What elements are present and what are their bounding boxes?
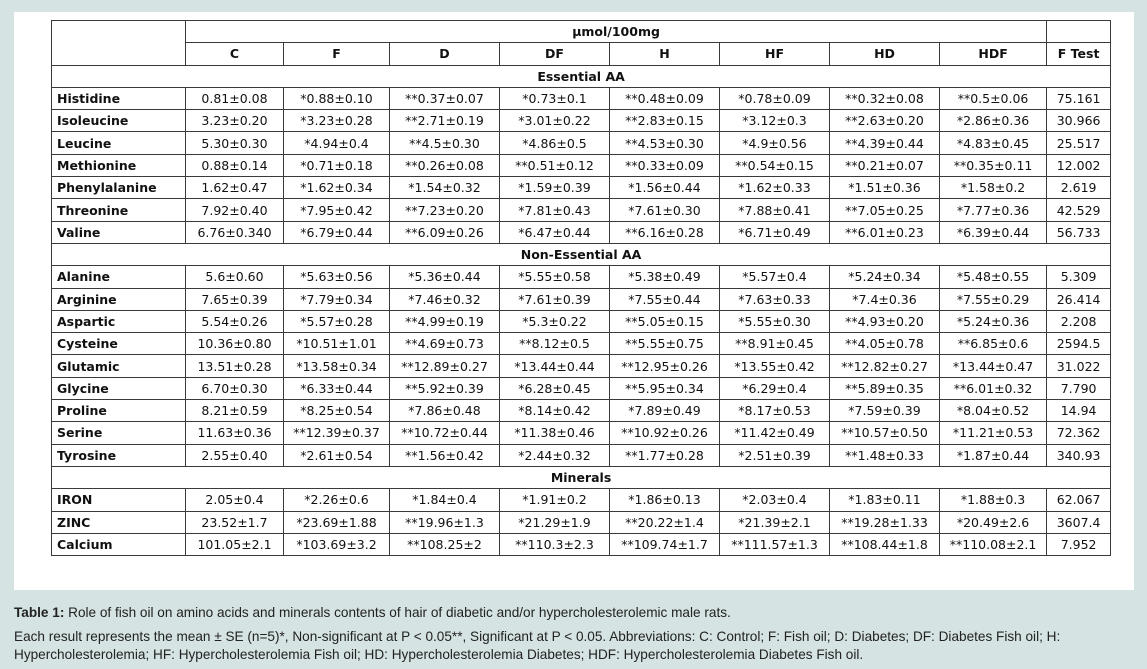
table-row — [52, 310, 1111, 332]
row-label: Calcium — [52, 533, 186, 555]
table-cell: 1.62±0.47 — [186, 177, 284, 199]
table-row — [52, 377, 1111, 399]
table-cell: **7.23±0.20 — [390, 199, 500, 221]
table-cell: *5.55±0.30 — [720, 310, 830, 332]
table-cell: *2.44±0.32 — [500, 444, 610, 466]
table-row — [52, 511, 1111, 533]
section-row — [52, 243, 1111, 265]
column-header: HD — [830, 43, 940, 65]
column-header: DF — [500, 43, 610, 65]
table-cell: **109.74±1.7 — [610, 533, 720, 555]
table-cell: *7.46±0.32 — [390, 288, 500, 310]
table-cell: **6.85±0.6 — [940, 333, 1047, 355]
table-cell: *0.71±0.18 — [284, 154, 390, 176]
table-cell: *8.04±0.52 — [940, 400, 1047, 422]
row-label: Arginine — [52, 288, 186, 310]
table-row — [52, 333, 1111, 355]
table-cell: **2.83±0.15 — [610, 110, 720, 132]
table-cell: **0.54±0.15 — [720, 154, 830, 176]
table-cell: 5.30±0.30 — [186, 132, 284, 154]
table-row — [52, 199, 1111, 221]
section-row — [52, 65, 1111, 87]
table-cell: *0.88±0.10 — [284, 87, 390, 109]
table-row — [52, 221, 1111, 243]
table-cell: *7.86±0.48 — [390, 400, 500, 422]
table-cell: *13.55±0.42 — [720, 355, 830, 377]
table-cell: 31.022 — [1047, 355, 1111, 377]
table-cell: **1.77±0.28 — [610, 444, 720, 466]
table-cell: 12.002 — [1047, 154, 1111, 176]
table-cell: *2.03±0.4 — [720, 489, 830, 511]
table-cell: 13.51±0.28 — [186, 355, 284, 377]
table-cell: 6.70±0.30 — [186, 377, 284, 399]
row-label: Cysteine — [52, 333, 186, 355]
table-cell: 2594.5 — [1047, 333, 1111, 355]
table-cell: *3.12±0.3 — [720, 110, 830, 132]
table-cell: 72.362 — [1047, 422, 1111, 444]
table-cell: **5.05±0.15 — [610, 310, 720, 332]
table-row — [52, 154, 1111, 176]
table-cell: *6.71±0.49 — [720, 221, 830, 243]
table-cell: *11.38±0.46 — [500, 422, 610, 444]
table-row — [52, 266, 1111, 288]
section-title: Essential AA — [52, 65, 1111, 87]
table-cell: **111.57±1.3 — [720, 533, 830, 555]
table-cell: *6.47±0.44 — [500, 221, 610, 243]
table-cell: 14.94 — [1047, 400, 1111, 422]
table-cell: 3.23±0.20 — [186, 110, 284, 132]
row-label: Phenylalanine — [52, 177, 186, 199]
table-cell: *7.95±0.42 — [284, 199, 390, 221]
table-cell: *5.36±0.44 — [390, 266, 500, 288]
table-cell: *1.58±0.2 — [940, 177, 1047, 199]
table-cell: *4.94±0.4 — [284, 132, 390, 154]
table-cell: **2.71±0.19 — [390, 110, 500, 132]
table-cell: 62.067 — [1047, 489, 1111, 511]
table-cell: **8.12±0.5 — [500, 333, 610, 355]
table-cell: **0.32±0.08 — [830, 87, 940, 109]
table-cell: 2.55±0.40 — [186, 444, 284, 466]
table-cell: **0.26±0.08 — [390, 154, 500, 176]
table-cell: *5.57±0.4 — [720, 266, 830, 288]
table-cell: *20.49±2.6 — [940, 511, 1047, 533]
table-cell: 7.92±0.40 — [186, 199, 284, 221]
table-row — [52, 177, 1111, 199]
section-title: Non-Essential AA — [52, 243, 1111, 265]
table-cell: **12.39±0.37 — [284, 422, 390, 444]
table-row — [52, 400, 1111, 422]
table-cell: **6.01±0.23 — [830, 221, 940, 243]
table-cell: *3.23±0.28 — [284, 110, 390, 132]
table-cell: *5.24±0.36 — [940, 310, 1047, 332]
table-cell: 340.93 — [1047, 444, 1111, 466]
table-cell: **10.72±0.44 — [390, 422, 500, 444]
table-cell: 0.88±0.14 — [186, 154, 284, 176]
table-cell: **4.39±0.44 — [830, 132, 940, 154]
table-cell: 2.208 — [1047, 310, 1111, 332]
table-cell: *6.28±0.45 — [500, 377, 610, 399]
table-cell: 5.309 — [1047, 266, 1111, 288]
row-label: Alanine — [52, 266, 186, 288]
table-cell: *3.01±0.22 — [500, 110, 610, 132]
table-cell: *5.63±0.56 — [284, 266, 390, 288]
table-cell: **0.48±0.09 — [610, 87, 720, 109]
table-cell: *13.44±0.44 — [500, 355, 610, 377]
table-cell: *5.24±0.34 — [830, 266, 940, 288]
table-figure — [14, 12, 1134, 590]
table-row — [52, 110, 1111, 132]
table-cell: *1.88±0.3 — [940, 489, 1047, 511]
table-cell: 8.21±0.59 — [186, 400, 284, 422]
table-cell: *2.26±0.6 — [284, 489, 390, 511]
row-label: Histidine — [52, 87, 186, 109]
table-cell: *1.51±0.36 — [830, 177, 940, 199]
caption-note: Each result represents the mean ± SE (n=5)*, Non-significant at P < 0.05**, Significant at P < 0.05. Abbreviations: C: Control; F: Fish oil; D: Diabetes; DF: Diabetes Fish oil; H: Hypercholesterolemia; HF: Hypercholesterolemia Fish oil; HD: Hypercholesterolemia Diabetes; HDF: Hypercholesterolemia Diabetes Fish oil. — [14, 629, 1061, 662]
table-cell: **6.01±0.32 — [940, 377, 1047, 399]
table-cell: *8.25±0.54 — [284, 400, 390, 422]
table-cell: *7.79±0.34 — [284, 288, 390, 310]
table-cell: 2.05±0.4 — [186, 489, 284, 511]
table-cell: **2.63±0.20 — [830, 110, 940, 132]
table-caption — [14, 604, 1140, 664]
table-cell: 5.54±0.26 — [186, 310, 284, 332]
table-row — [52, 533, 1111, 555]
table-cell: *6.79±0.44 — [284, 221, 390, 243]
table-cell: *1.86±0.13 — [610, 489, 720, 511]
table-cell: *7.4±0.36 — [830, 288, 940, 310]
table-cell: **1.48±0.33 — [830, 444, 940, 466]
column-header: F Test — [1047, 43, 1111, 65]
table-cell: 0.81±0.08 — [186, 87, 284, 109]
table-cell: *13.58±0.34 — [284, 355, 390, 377]
table-cell: **4.5±0.30 — [390, 132, 500, 154]
table-cell: *5.55±0.58 — [500, 266, 610, 288]
row-label: Threonine — [52, 199, 186, 221]
table-cell: *23.69±1.88 — [284, 511, 390, 533]
table-cell: **12.89±0.27 — [390, 355, 500, 377]
table-cell: *5.38±0.49 — [610, 266, 720, 288]
table-cell: **19.96±1.3 — [390, 511, 500, 533]
table-cell: *0.73±0.1 — [500, 87, 610, 109]
table-cell: *2.86±0.36 — [940, 110, 1047, 132]
table-cell: *21.29±1.9 — [500, 511, 610, 533]
table-cell: *5.3±0.22 — [500, 310, 610, 332]
table-cell: **1.56±0.42 — [390, 444, 500, 466]
amino-acid-table — [51, 20, 1111, 556]
caption-label: Table 1: — [14, 605, 65, 620]
table-cell: *7.61±0.39 — [500, 288, 610, 310]
table-cell: *7.81±0.43 — [500, 199, 610, 221]
table-cell: **5.95±0.34 — [610, 377, 720, 399]
column-header: HDF — [940, 43, 1047, 65]
table-cell: 26.414 — [1047, 288, 1111, 310]
row-label: Proline — [52, 400, 186, 422]
table-cell: **110.08±2.1 — [940, 533, 1047, 555]
table-cell: *1.83±0.11 — [830, 489, 940, 511]
table-cell: 7.952 — [1047, 533, 1111, 555]
table-cell: **5.89±0.35 — [830, 377, 940, 399]
section-title: Minerals — [52, 466, 1111, 488]
table-cell: *8.14±0.42 — [500, 400, 610, 422]
table-cell: *5.57±0.28 — [284, 310, 390, 332]
table-cell: 10.36±0.80 — [186, 333, 284, 355]
table-cell: **0.21±0.07 — [830, 154, 940, 176]
table-cell: *11.21±0.53 — [940, 422, 1047, 444]
row-label: Leucine — [52, 132, 186, 154]
unit-blank-cell — [1047, 21, 1111, 43]
table-cell: 6.76±0.340 — [186, 221, 284, 243]
table-cell: **7.05±0.25 — [830, 199, 940, 221]
table-cell: *11.42±0.49 — [720, 422, 830, 444]
table-cell: *1.84±0.4 — [390, 489, 500, 511]
table-cell: *4.86±0.5 — [500, 132, 610, 154]
table-cell: *13.44±0.47 — [940, 355, 1047, 377]
column-header: C — [186, 43, 284, 65]
table-cell: 7.790 — [1047, 377, 1111, 399]
column-header-row — [52, 43, 1111, 65]
table-cell: *4.9±0.56 — [720, 132, 830, 154]
table-cell: 25.517 — [1047, 132, 1111, 154]
table-cell: *7.88±0.41 — [720, 199, 830, 221]
table-cell: *21.39±2.1 — [720, 511, 830, 533]
table-cell: **110.3±2.3 — [500, 533, 610, 555]
table-cell: *8.17±0.53 — [720, 400, 830, 422]
table-cell: **10.57±0.50 — [830, 422, 940, 444]
table-cell: **108.25±2 — [390, 533, 500, 555]
table-cell: 56.733 — [1047, 221, 1111, 243]
table-cell: **20.22±1.4 — [610, 511, 720, 533]
table-cell: *6.33±0.44 — [284, 377, 390, 399]
table-cell: **4.69±0.73 — [390, 333, 500, 355]
table-cell: **4.99±0.19 — [390, 310, 500, 332]
row-label: Aspartic — [52, 310, 186, 332]
row-label: Isoleucine — [52, 110, 186, 132]
table-cell: *5.48±0.55 — [940, 266, 1047, 288]
section-row — [52, 466, 1111, 488]
table-cell: 5.6±0.60 — [186, 266, 284, 288]
caption-title: Role of fish oil on amino acids and minerals contents of hair of diabetic and/or hypercholesterolemic male rats. — [64, 605, 731, 620]
table-cell: **5.55±0.75 — [610, 333, 720, 355]
table-cell: 30.966 — [1047, 110, 1111, 132]
table-row — [52, 355, 1111, 377]
table-cell: *7.55±0.29 — [940, 288, 1047, 310]
table-cell: 3607.4 — [1047, 511, 1111, 533]
column-header: HF — [720, 43, 830, 65]
table-cell: **4.05±0.78 — [830, 333, 940, 355]
row-label: Glycine — [52, 377, 186, 399]
table-cell: *0.78±0.09 — [720, 87, 830, 109]
table-cell: **0.5±0.06 — [940, 87, 1047, 109]
table-cell: *2.61±0.54 — [284, 444, 390, 466]
table-cell: *2.51±0.39 — [720, 444, 830, 466]
table-cell: *1.87±0.44 — [940, 444, 1047, 466]
table-cell: **0.35±0.11 — [940, 154, 1047, 176]
table-cell: 11.63±0.36 — [186, 422, 284, 444]
table-cell: *7.59±0.39 — [830, 400, 940, 422]
table-cell: **0.33±0.09 — [610, 154, 720, 176]
table-cell: **10.92±0.26 — [610, 422, 720, 444]
unit-row — [52, 21, 1111, 43]
table-cell: *6.39±0.44 — [940, 221, 1047, 243]
table-cell: 23.52±1.7 — [186, 511, 284, 533]
table-cell: *10.51±1.01 — [284, 333, 390, 355]
table-cell: **4.53±0.30 — [610, 132, 720, 154]
corner-cell — [52, 21, 186, 66]
table-cell: *1.54±0.32 — [390, 177, 500, 199]
table-cell: **6.09±0.26 — [390, 221, 500, 243]
table-cell: *1.91±0.2 — [500, 489, 610, 511]
row-label: IRON — [52, 489, 186, 511]
table-cell: **0.51±0.12 — [500, 154, 610, 176]
table-cell: 42.529 — [1047, 199, 1111, 221]
table-row — [52, 422, 1111, 444]
column-header: F — [284, 43, 390, 65]
table-cell: *1.59±0.39 — [500, 177, 610, 199]
table-row — [52, 87, 1111, 109]
row-label: ZINC — [52, 511, 186, 533]
table-cell: *1.56±0.44 — [610, 177, 720, 199]
unit-header: μmol/100mg — [186, 21, 1047, 43]
row-label: Serine — [52, 422, 186, 444]
table-cell: *7.89±0.49 — [610, 400, 720, 422]
table-cell: *4.83±0.45 — [940, 132, 1047, 154]
table-cell: *1.62±0.34 — [284, 177, 390, 199]
table-cell: **6.16±0.28 — [610, 221, 720, 243]
table-cell: **12.95±0.26 — [610, 355, 720, 377]
row-label: Methionine — [52, 154, 186, 176]
table-cell: *7.63±0.33 — [720, 288, 830, 310]
table-cell: *7.77±0.36 — [940, 199, 1047, 221]
table-cell: **19.28±1.33 — [830, 511, 940, 533]
column-header: H — [610, 43, 720, 65]
table-cell: 7.65±0.39 — [186, 288, 284, 310]
table-cell: *7.61±0.30 — [610, 199, 720, 221]
row-label: Glutamic — [52, 355, 186, 377]
table-row — [52, 288, 1111, 310]
table-cell: **4.93±0.20 — [830, 310, 940, 332]
row-label: Valine — [52, 221, 186, 243]
table-cell: **8.91±0.45 — [720, 333, 830, 355]
table-cell: **12.82±0.27 — [830, 355, 940, 377]
table-cell: *7.55±0.44 — [610, 288, 720, 310]
table-row — [52, 132, 1111, 154]
table-row — [52, 444, 1111, 466]
table-cell: **0.37±0.07 — [390, 87, 500, 109]
table-cell: 2.619 — [1047, 177, 1111, 199]
table-cell: *103.69±3.2 — [284, 533, 390, 555]
table-cell: 75.161 — [1047, 87, 1111, 109]
table-cell: *6.29±0.4 — [720, 377, 830, 399]
column-header: D — [390, 43, 500, 65]
table-cell: *1.62±0.33 — [720, 177, 830, 199]
table-row — [52, 489, 1111, 511]
table-cell: 101.05±2.1 — [186, 533, 284, 555]
table-cell: **5.92±0.39 — [390, 377, 500, 399]
table-cell: **108.44±1.8 — [830, 533, 940, 555]
row-label: Tyrosine — [52, 444, 186, 466]
